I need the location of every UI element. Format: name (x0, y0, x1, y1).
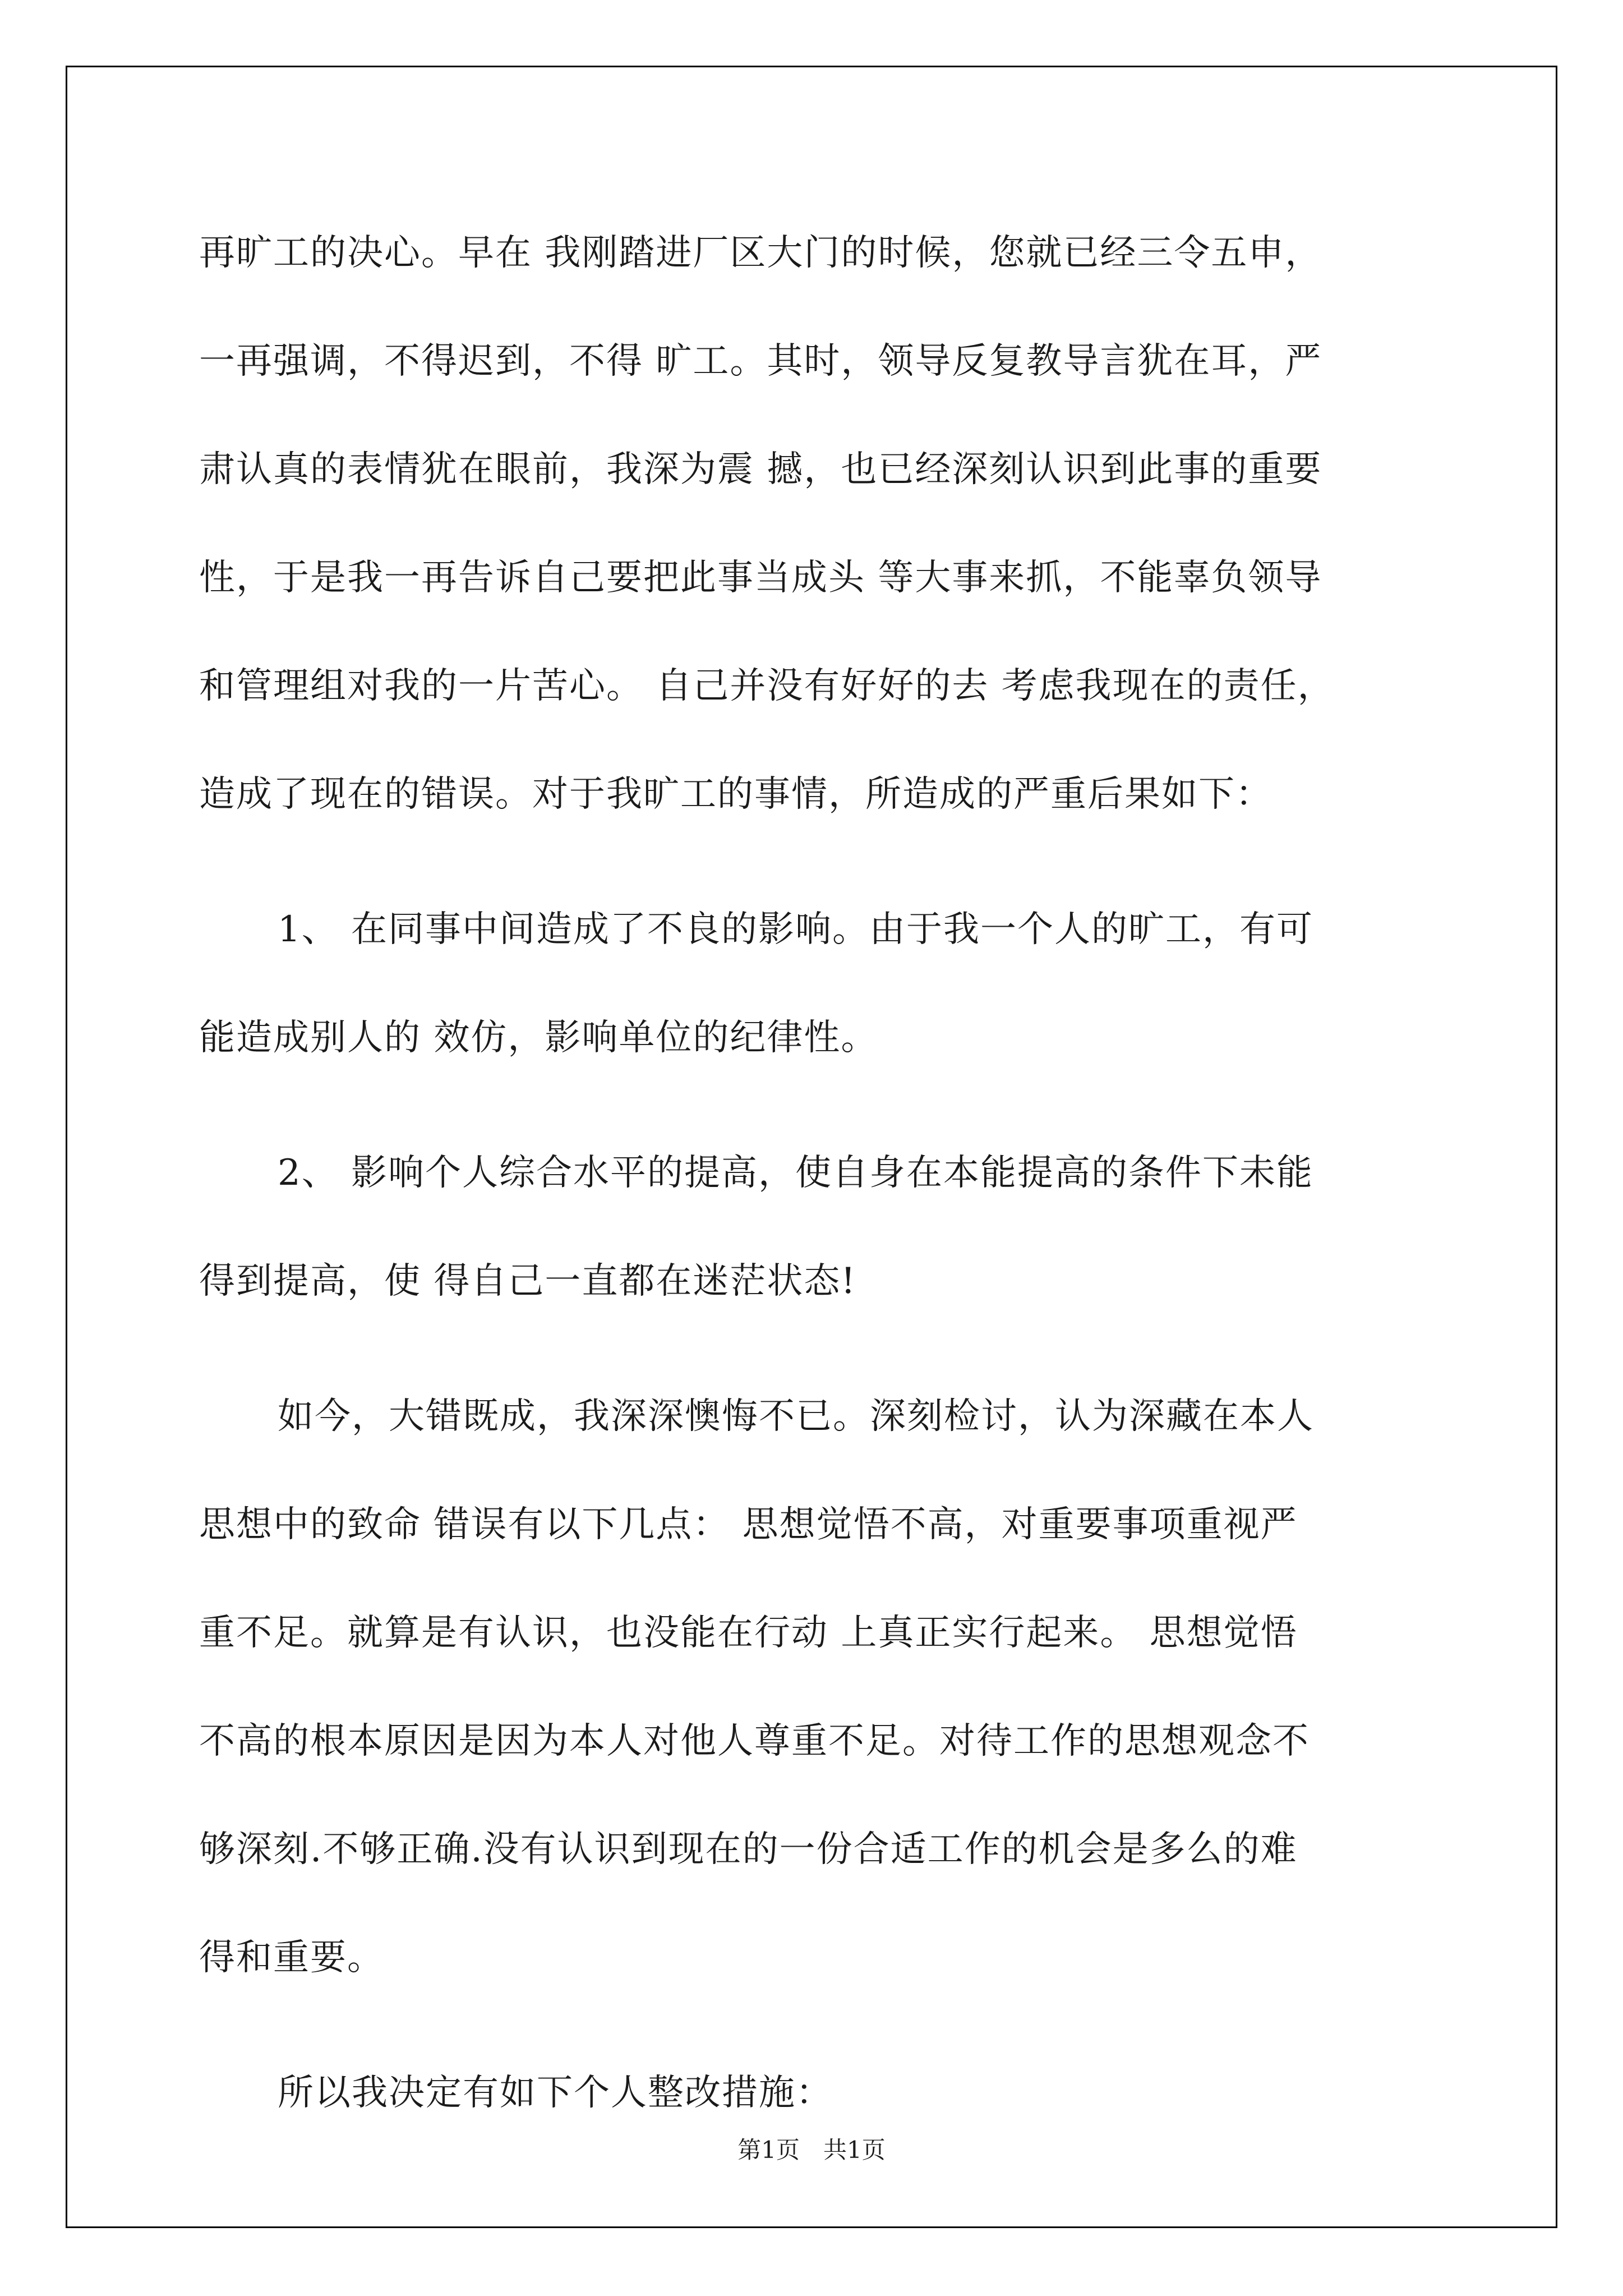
paragraph (199, 199, 1427, 849)
text-line: 性，于是我一再告诉自己要把此事当成头 等大事来抓，不能辜负领导 (199, 557, 1322, 599)
text-line: 得和重要。 (199, 1937, 384, 1978)
text-line: 不高的根本原因是因为本人对他人尊重不足。对待工作的思想观念不 (199, 1720, 1310, 1762)
text-line: 和管理组对我的一片苦心。 自己并没有好好的去 考虑我现在的责任， (199, 665, 1335, 707)
text-line: 思想中的致命 错误有以下几点： 思想觉悟不高，对重要事项重视严 (199, 1504, 1298, 1545)
text-line: 得到提高，使 得自己一直都在迷茫状态! (199, 1260, 857, 1302)
text-line: 造成了现在的错误。对于我旷工的事情，所造成的严重后果如下： (199, 774, 1272, 815)
text-line: 1、 在同事中间造成了不良的影响。由于我一个人的旷工，有可 (278, 909, 1314, 950)
paragraph (199, 1363, 1427, 2012)
text-line: 如今，大错既成，我深深懊悔不已。深刻检讨，认为深藏在本人 (278, 1396, 1314, 1437)
paragraph-list-item-1 (199, 876, 1427, 1092)
text-line: 2、 影响个人综合水平的提高，使自身在本能提高的条件下未能 (278, 1152, 1314, 1194)
page-number-footer: 第1页 共1页 (737, 2136, 886, 2164)
text-line: 一再强调，不得迟到，不得 旷工。其时，领导反复教导言犹在耳，严 (199, 341, 1322, 382)
text-line: 能造成别人的 效仿，影响单位的纪律性。 (199, 1017, 878, 1059)
text-line: 重不足。就算是有认识，也没能在行动 上真正实行起来。 思想觉悟 (199, 1612, 1298, 1654)
paragraph-list-item-2 (199, 1119, 1427, 1336)
text-line: 再旷工的决心。早在 我刚踏进厂区大门的时候，您就已经三令五申， (199, 232, 1322, 274)
text-line: 肃认真的表情犹在眼前，我深为震 撼，也已经深刻认识到此事的重要 (199, 449, 1322, 490)
text-line: 够深刻.不够正确.没有认识到现在的一份合适工作的机会是多么的难 (199, 1829, 1298, 1870)
text-line: 所以我决定有如下个人整改措施： (278, 2072, 833, 2114)
document-body (199, 199, 1427, 2147)
